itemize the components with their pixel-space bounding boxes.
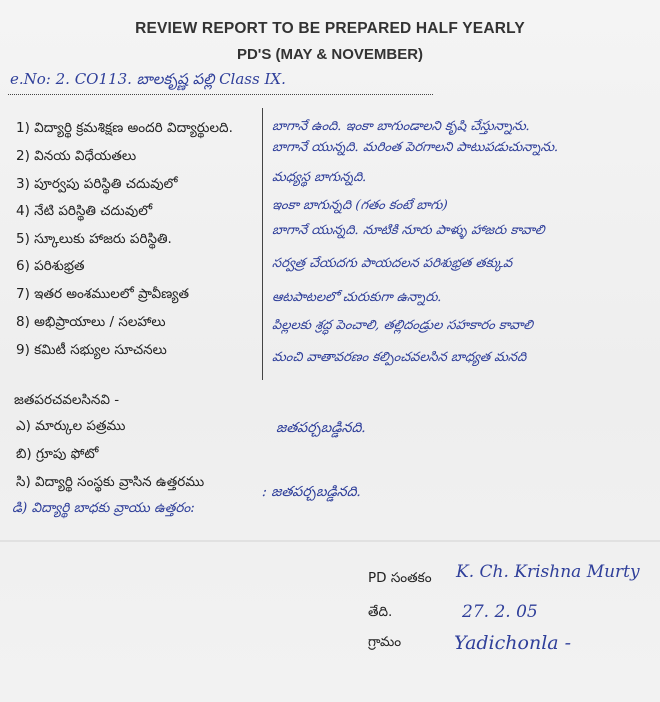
question-label-9: 9) కమిటీ సభ్యుల సూచనలు — [16, 342, 167, 358]
attachment-label-b: బి) గ్రూపు ఫోటో — [16, 446, 99, 462]
attachment-label-a: ఎ) మార్కుల పత్రము — [16, 418, 126, 434]
question-label-7: 7) ఇతర అంశములలో ప్రావీణ్యత — [16, 286, 189, 302]
answer-1: బాగానే ఉంది. ఇంకా బాగుండాలని కృషి చేస్తున్నాను. — [271, 119, 531, 134]
reference-underline — [8, 94, 433, 96]
attachment-answer-a: జతపర్చబడ్డినది. — [275, 420, 367, 436]
report-title: REVIEW REPORT TO BE PREPARED HALF YEARLY — [135, 20, 525, 37]
report-subtitle: PD'S (MAY & NOVEMBER) — [236, 46, 424, 63]
answer-8: పిల్లలకు శ్రద్ధ పెంచాలి, తల్లిదండ్రుల సహకారం కావాలి — [271, 318, 534, 333]
column-divider — [262, 108, 263, 380]
question-label-1: 1) విద్యార్థి క్రమశిక్షణ అందరి విద్యార్థులది. — [16, 120, 233, 136]
question-label-5: 5) స్కూలుకు హాజరు పరిస్థితి. — [16, 231, 172, 247]
reference-line: e.No: 2. CO113. బాలకృష్ణ పల్లి Class IX. — [10, 70, 286, 88]
answer-4: ఇంకా బాగున్నది (గతం కంటే బాగు) — [271, 198, 449, 213]
question-label-2: 2) వినయ విధేయతలు — [16, 148, 137, 164]
attachment-answer-c: : జతపర్చబడ్డినది. — [261, 484, 362, 500]
village-label: గ్రామం — [368, 634, 402, 650]
village-value: Yadichonla - — [454, 632, 572, 654]
attachment-label-d: డి) విద్యార్థి బాధకు వ్రాయు ఉత్తరం: — [12, 500, 195, 516]
date-value: 27. 2. 05 — [462, 602, 538, 622]
attachment-label-c: సి) విద్యార్థి సంస్థకు వ్రాసిన ఉత్తరము — [16, 474, 205, 490]
answer-9: మంచి వాతావరణం కల్పించవలసిన బాధ్యత మనది — [271, 350, 528, 365]
pd-signature: K. Ch. Krishna Murty — [456, 562, 640, 582]
pd-signature-label: PD సంతకం — [368, 570, 432, 586]
answer-7: ఆటపాటలలో చురుకుగా ఉన్నారు. — [271, 290, 443, 305]
question-label-6: 6) పరిశుభ్రత — [16, 258, 85, 274]
attachments-heading: జతపరచవలసినవి - — [14, 392, 120, 408]
answer-5: బాగానే యున్నది. నూటికి నూరు పాళ్ళు హాజరు కావాలి — [271, 223, 546, 238]
date-label: తేది. — [368, 604, 393, 620]
question-label-8: 8) అభిప్రాయాలు / సలహాలు — [16, 314, 166, 330]
answer-6: సర్వత్ర చేయదగు పాయదలన పరిశుభ్రత తక్కువ — [271, 256, 514, 271]
question-label-4: 4) నేటి పరిస్థితి చదువులో — [16, 203, 153, 219]
answer-2: బాగానే యున్నది. మరింత పెరగాలని పాటుపడుచున్నాను. — [271, 140, 560, 155]
question-label-3: 3) పూర్వపు పరిస్థితి చదువులో — [16, 176, 178, 192]
paper-fold — [0, 540, 660, 542]
answer-3: మధ్యస్థ బాగున్నది. — [271, 170, 368, 185]
